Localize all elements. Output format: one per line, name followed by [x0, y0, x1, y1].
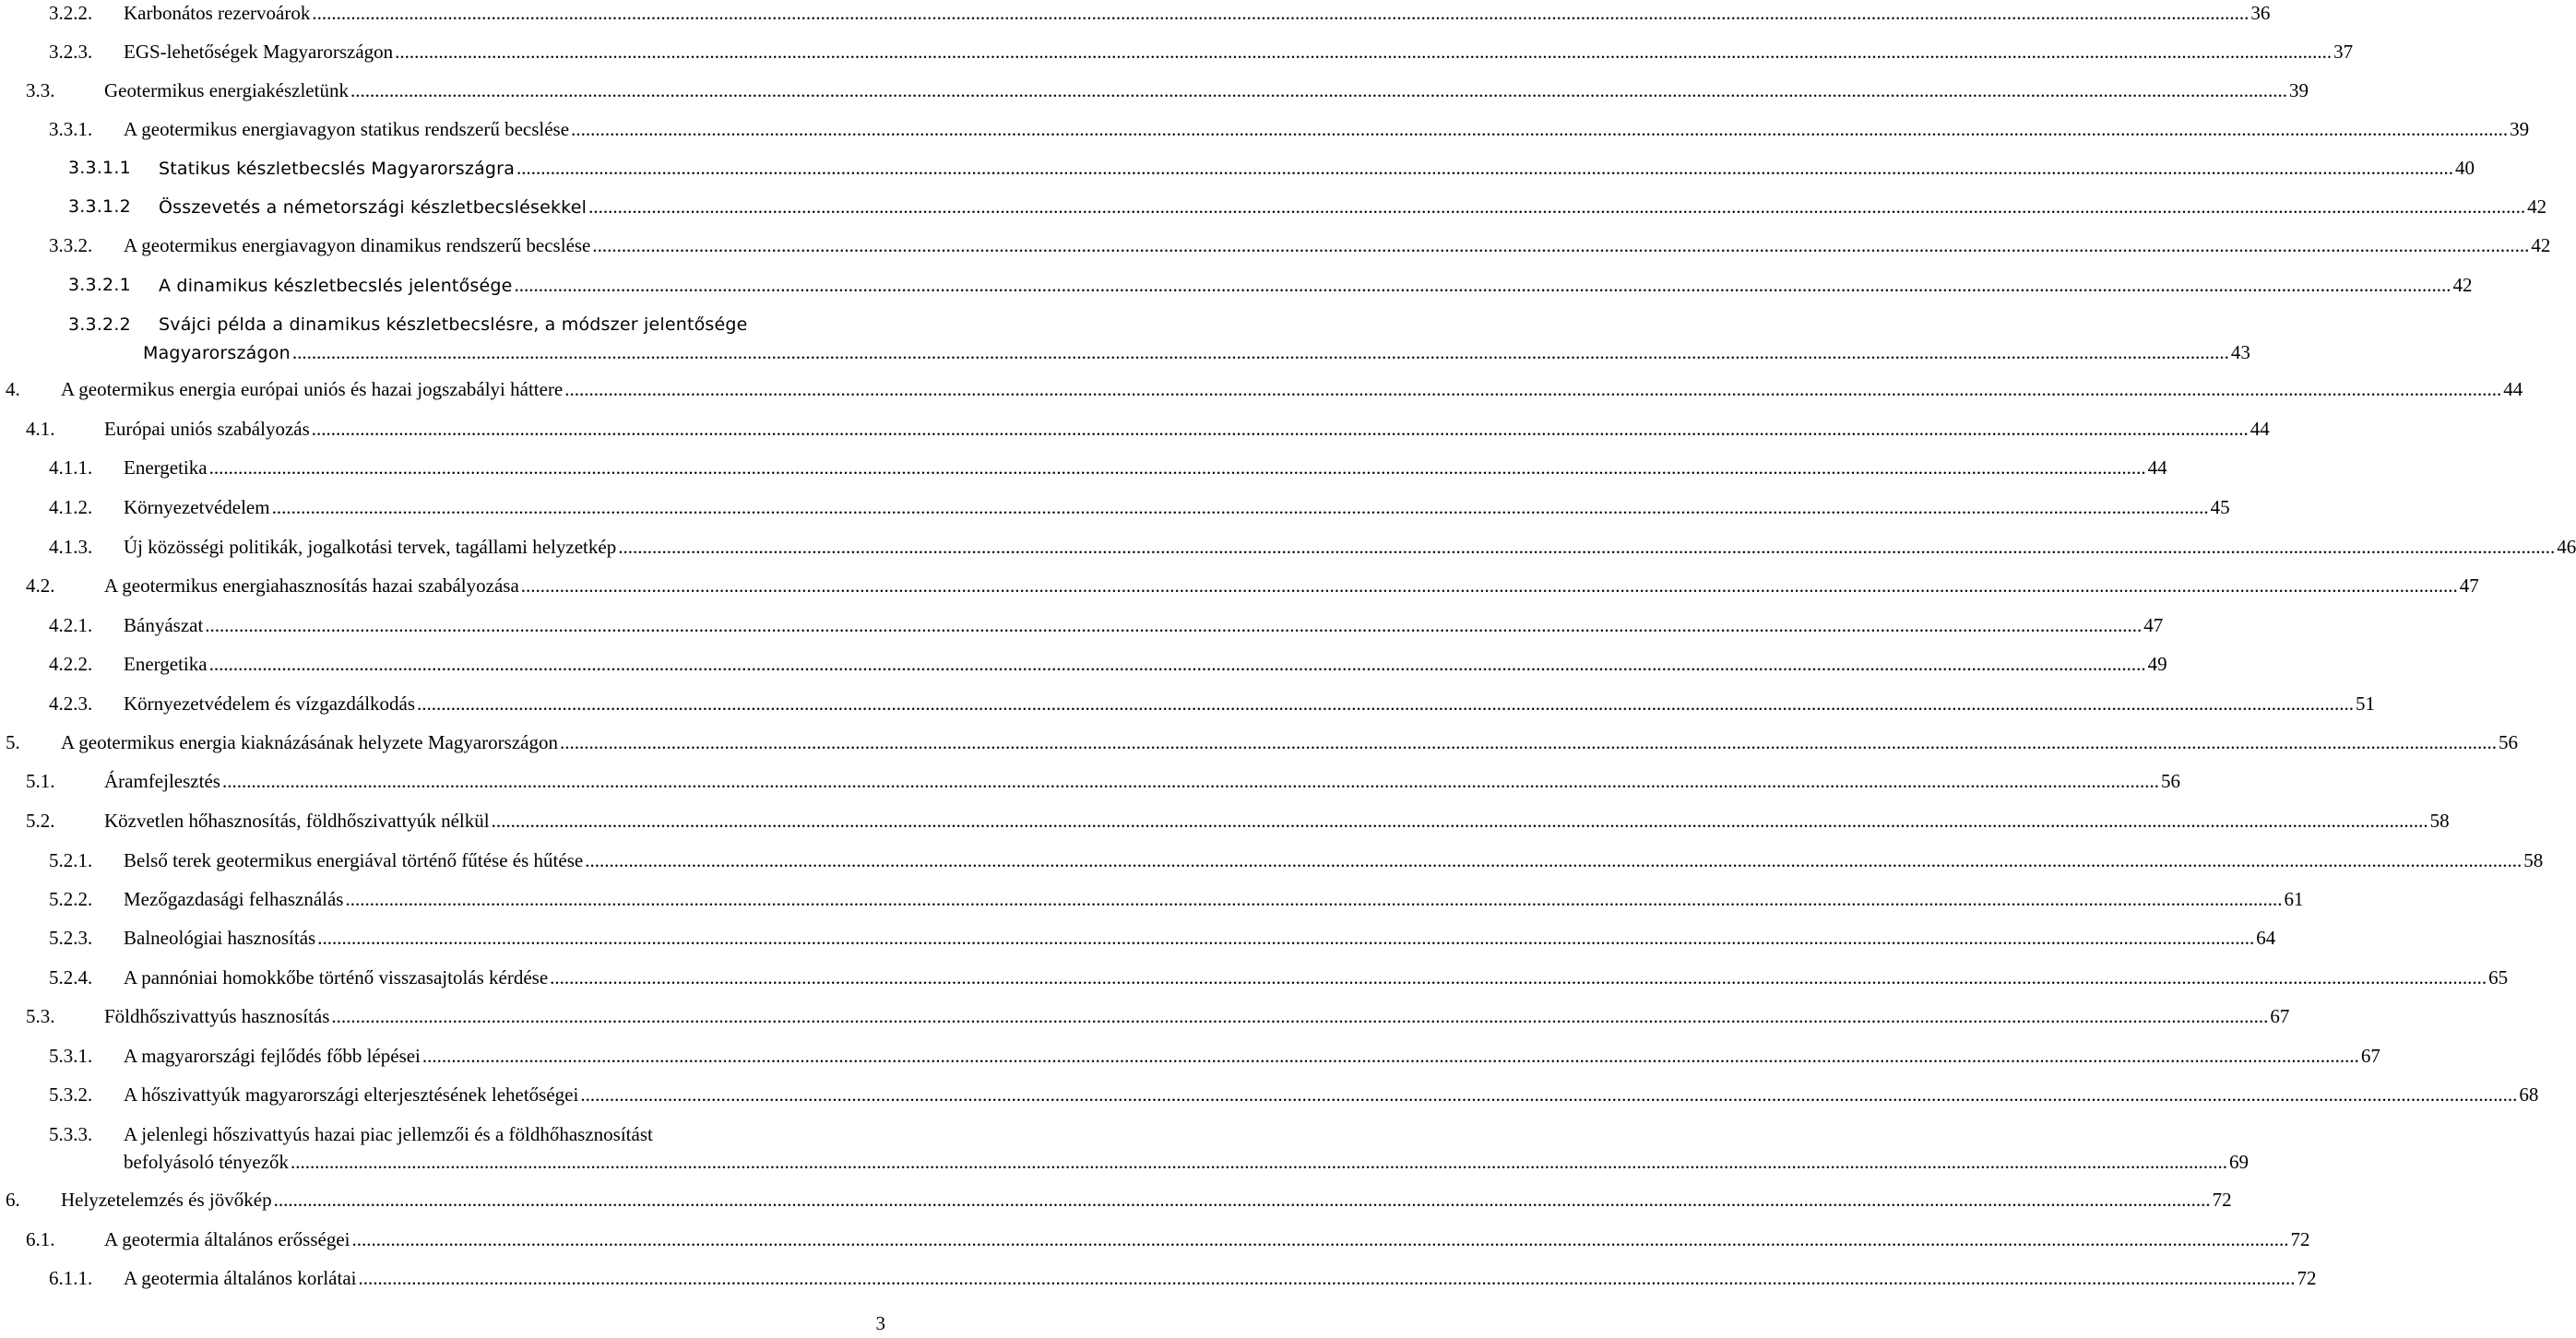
toc-entry-title: A geotermikus energia kiaknázásának helyzete Magyarországon [61, 731, 558, 753]
toc-entry-number: 6. [6, 1189, 20, 1211]
toc-entry-line [124, 1083, 2539, 1107]
toc-entry-line [124, 1150, 2250, 1174]
toc-entry-title: Balneológiai hasznosítás [124, 927, 316, 949]
toc-entry-page: 44 [2147, 456, 2167, 479]
toc-entry-line [124, 233, 2551, 257]
toc-dot-leader: ................................................................................................................................................................................................................................................................................................................................................................................................................ [271, 496, 2209, 518]
toc-entry-title: Mezőgazdasági felhasználás [124, 888, 344, 910]
toc-dot-leader: ................................................................................................................................................................................................................................................................................................................................................................................................................ [564, 378, 2502, 400]
toc-entry-page: 72 [2212, 1189, 2232, 1211]
toc-entry-number: 4.1. [26, 418, 55, 440]
toc-entry-number: 4.1.1. [49, 456, 93, 479]
toc-entry-title: A geotermikus energiavagyon statikus rendszerű becslése [124, 118, 570, 140]
toc-entry-line [124, 692, 2376, 716]
toc-entry-title: A geotermia általános korlátai [124, 1267, 357, 1289]
toc-entry-line [104, 417, 2270, 441]
toc-dot-leader: ................................................................................................................................................................................................................................................................................................................................................................................................................ [520, 574, 2458, 597]
toc-entry-page: 64 [2256, 927, 2276, 949]
toc-entry-number: 3.3.2. [49, 234, 93, 256]
toc-dot-leader: ................................................................................................................................................................................................................................................................................................................................................................................................................ [516, 157, 2454, 179]
toc-entry-title: Áramfejlesztés [104, 770, 220, 792]
toc-entry-line [104, 769, 2180, 793]
toc-entry-title: A geotermikus energiahasznosítás hazai szabályozása [104, 574, 519, 597]
toc-dot-leader: ................................................................................................................................................................................................................................................................................................................................................................................................................ [311, 418, 2249, 440]
toc-entry-title: Svájci példa a dinamikus készletbecslésre, a módszer jelentősége [159, 314, 748, 335]
page-number: 3 [875, 1312, 885, 1334]
toc-entry-page: 56 [2498, 731, 2518, 753]
toc-entry-title: A pannóniai homokkőbe történő visszasajtolás kérdése [124, 966, 549, 989]
toc-entry-number: 4.2.1. [49, 614, 93, 636]
toc-entry-number: 5.3. [26, 1005, 55, 1027]
toc-entry-title: A hőszivattyúk magyarországi elterjesztésének lehetőségei [124, 1083, 579, 1106]
toc-dot-leader: ................................................................................................................................................................................................................................................................................................................................................................................................................ [291, 341, 2229, 363]
toc-entry-title: A dinamikus készletbecslés jelentősége [159, 276, 513, 296]
toc-entry-number: 5.3.3. [49, 1123, 93, 1145]
toc-dot-leader: ................................................................................................................................................................................................................................................................................................................................................................................................................ [618, 536, 2556, 558]
toc-entry-line [104, 1227, 2310, 1251]
toc-entry-line [159, 313, 885, 337]
toc-entry-page: 37 [2333, 41, 2354, 63]
toc-dot-leader: ................................................................................................................................................................................................................................................................................................................................................................................................................ [514, 274, 2451, 296]
toc-dot-leader: ................................................................................................................................................................................................................................................................................................................................................................................................................ [571, 118, 2509, 140]
toc-entry-line [124, 1, 2271, 25]
toc-entry-line [159, 273, 2473, 297]
toc-entry-line [124, 535, 2576, 559]
toc-entry-title: Statikus készletbecslés Magyarországra [159, 159, 516, 179]
toc-dot-leader: ................................................................................................................................................................................................................................................................................................................................................................................................................ [273, 1189, 2211, 1211]
toc-entry-number: 5.1. [26, 770, 55, 792]
toc-entry-page: 44 [2250, 418, 2270, 440]
toc-entry-page: 45 [2210, 496, 2230, 518]
toc-entry-page: 44 [2503, 378, 2523, 400]
toc-entry-page: 56 [2160, 770, 2180, 792]
toc-dot-leader: ................................................................................................................................................................................................................................................................................................................................................................................................................ [592, 234, 2530, 256]
toc-dot-leader: ................................................................................................................................................................................................................................................................................................................................................................................................................ [417, 693, 2355, 715]
toc-entry-page: 58 [2523, 849, 2544, 871]
toc-entry-page: 49 [2147, 653, 2167, 675]
toc-entry-page: 67 [2360, 1045, 2380, 1067]
toc-dot-leader: ................................................................................................................................................................................................................................................................................................................................................................................................................ [331, 1005, 2269, 1027]
toc-dot-leader: ................................................................................................................................................................................................................................................................................................................................................................................................................ [588, 195, 2526, 218]
toc-dot-leader: ................................................................................................................................................................................................................................................................................................................................................................................................................ [351, 1228, 2289, 1250]
toc-entry-page: 68 [2519, 1083, 2539, 1106]
toc-entry-title: Környezetvédelem [124, 496, 270, 518]
toc-entry-page: 65 [2488, 966, 2509, 989]
toc-entry-line [124, 926, 2276, 950]
toc-entry-number: 3.3. [26, 79, 55, 101]
toc-entry-number: 5.2. [26, 810, 55, 832]
toc-dot-leader: ................................................................................................................................................................................................................................................................................................................................................................................................................ [358, 1267, 2296, 1289]
toc-entry-line [124, 1044, 2380, 1068]
toc-entry-page: 61 [2284, 888, 2304, 910]
toc-entry-number: 3.2.3. [49, 41, 93, 63]
toc-entry-number: 6.1.1. [49, 1267, 93, 1289]
toc-entry-line [61, 1188, 2232, 1212]
toc-entry-title: A geotermikus energia európai uniós és hazai jogszabályi háttere [61, 378, 564, 400]
toc-dot-leader: ................................................................................................................................................................................................................................................................................................................................................................................................................ [208, 456, 2146, 479]
toc-entry-number: 3.2.2. [49, 2, 93, 24]
toc-entry-line [159, 156, 2475, 180]
toc-entry-line [124, 40, 2354, 64]
toc-entry-title: Karbonátos rezervoárok [124, 2, 311, 24]
toc-entry-title: Földhőszivattyús hasznosítás [104, 1005, 330, 1027]
toc-entry-number: 5.2.2. [49, 888, 93, 910]
toc-entry-title: A geotermia általános erősségei [104, 1228, 350, 1250]
toc-entry-number: 5.2.3. [49, 927, 93, 949]
toc-entry-number: 3.3.1. [49, 118, 93, 140]
toc-entry-line [124, 848, 2544, 872]
toc-entry-line [124, 652, 2167, 676]
toc-dot-leader: ................................................................................................................................................................................................................................................................................................................................................................................................................ [421, 1045, 2359, 1067]
toc-entry-page: 42 [2531, 234, 2551, 256]
toc-entry-page: 58 [2429, 810, 2450, 832]
toc-entry-line [61, 377, 2523, 401]
toc-entry-page: 43 [2230, 341, 2250, 363]
toc-entry-number: 4.1.3. [49, 536, 93, 558]
toc-entry-page: 46 [2557, 536, 2576, 558]
toc-entry-number: 4.2.2. [49, 653, 93, 675]
toc-entry-line [124, 1122, 885, 1146]
toc-entry-title: A geotermikus energiavagyon dinamikus rendszerű becslése [124, 234, 591, 256]
toc-entry-line [104, 78, 2309, 102]
toc-entry-number: 3.3.1.1 [68, 158, 131, 178]
toc-entry-number: 3.3.2.2 [68, 314, 131, 335]
toc-entry-page: 42 [2527, 195, 2547, 218]
toc-entry-page: 39 [2510, 118, 2530, 140]
toc-entry-number: 5. [6, 731, 20, 753]
toc-entry-page: 51 [2356, 693, 2376, 715]
toc-entry-number: 5.2.4. [49, 966, 93, 989]
toc-entry-line [124, 887, 2304, 911]
toc-entry-line [124, 1266, 2317, 1290]
toc-entry-number: 4.2.3. [49, 693, 93, 715]
toc-dot-leader: ................................................................................................................................................................................................................................................................................................................................................................................................................ [350, 79, 2287, 101]
toc-entry-title: Környezetvédelem és vízgazdálkodás [124, 693, 416, 715]
toc-entry-title: Új közösségi politikák, jogalkotási tervek, tagállami helyzetkép [124, 536, 617, 558]
toc-dot-leader: ................................................................................................................................................................................................................................................................................................................................................................................................................ [317, 927, 2255, 949]
toc-entry-title: A magyarországi fejlődés főbb lépései [124, 1045, 421, 1067]
toc-dot-leader: ................................................................................................................................................................................................................................................................................................................................................................................................................ [208, 653, 2146, 675]
toc-dot-leader: ................................................................................................................................................................................................................................................................................................................................................................................................................ [559, 731, 2497, 753]
toc-dot-leader: ................................................................................................................................................................................................................................................................................................................................................................................................................ [395, 41, 2333, 63]
toc-entry-title: Geotermikus energiakészletünk [104, 79, 349, 101]
toc-entry-title: Európai uniós szabályozás [104, 418, 310, 440]
toc-entry-title: Közvetlen hőhasznosítás, földhőszivattyúk nélkül [104, 810, 490, 832]
toc-entry-number: 5.3.2. [49, 1083, 93, 1106]
toc-entry-page: 67 [2270, 1005, 2290, 1027]
toc-dot-leader: ................................................................................................................................................................................................................................................................................................................................................................................................................ [585, 849, 2523, 871]
toc-entry-line [124, 456, 2167, 480]
toc-entry-number: 6.1. [26, 1228, 55, 1250]
toc-entry-line [159, 195, 2547, 219]
toc-entry-title: A jelenlegi hőszivattyús hazai piac jellemzői és a földhőhasznosítást [124, 1123, 653, 1145]
toc-entry-page: 47 [2143, 614, 2164, 636]
toc-entry-title: Összevetés a németországi készletbecslésekkel [159, 197, 588, 218]
toc-entry-title: Magyarországon [143, 343, 291, 363]
toc-dot-leader: ................................................................................................................................................................................................................................................................................................................................................................................................................ [345, 888, 2283, 910]
toc-dot-leader: ................................................................................................................................................................................................................................................................................................................................................................................................................ [550, 966, 2487, 989]
toc-entry-line [104, 574, 2479, 598]
toc-dot-leader: ................................................................................................................................................................................................................................................................................................................................................................................................................ [491, 810, 2428, 832]
toc-entry-number: 4.2. [26, 574, 55, 597]
toc-dot-leader: ................................................................................................................................................................................................................................................................................................................................................................................................................ [291, 1151, 2228, 1173]
toc-dot-leader: ................................................................................................................................................................................................................................................................................................................................................................................................................ [312, 2, 2250, 24]
toc-entry-page: 36 [2250, 2, 2271, 24]
toc-entry-page: 42 [2452, 274, 2473, 296]
toc-entry-line [143, 340, 2250, 364]
toc-entry-page: 47 [2459, 574, 2479, 597]
toc-entry-line [104, 1004, 2290, 1028]
toc-entry-page: 72 [2290, 1228, 2310, 1250]
toc-entry-line [124, 495, 2230, 519]
toc-entry-line [61, 730, 2518, 754]
toc-entry-title: befolyásoló tényezők [124, 1151, 290, 1173]
toc-entry-page: 69 [2229, 1151, 2250, 1173]
toc-entry-title: Bányászat [124, 614, 204, 636]
toc-entry-number: 5.2.1. [49, 849, 93, 871]
toc-entry-title: EGS-lehetőségek Magyarországon [124, 41, 394, 63]
toc-entry-page: 72 [2297, 1267, 2317, 1289]
toc-entry-title: Helyzetelemzés és jövőkép [61, 1189, 272, 1211]
toc-entry-title: Belső terek geotermikus energiával történő fűtése és hűtése [124, 849, 584, 871]
toc-dot-leader: ................................................................................................................................................................................................................................................................................................................................................................................................................ [580, 1083, 2518, 1106]
toc-entry-title: Energetika [124, 653, 208, 675]
toc-entry-line [124, 965, 2509, 989]
toc-entry-number: 5.3.1. [49, 1045, 93, 1067]
toc-dot-leader: ................................................................................................................................................................................................................................................................................................................................................................................................................ [221, 770, 2159, 792]
toc-entry-number: 3.3.2.1 [68, 275, 131, 295]
toc-dot-leader: ................................................................................................................................................................................................................................................................................................................................................................................................................ [205, 614, 2143, 636]
toc-entry-page: 39 [2288, 79, 2309, 101]
toc-entry-line [124, 613, 2164, 637]
toc-entry-title: Energetika [124, 456, 208, 479]
toc-entry-number: 3.3.1.2 [68, 196, 131, 217]
toc-entry-number: 4.1.2. [49, 496, 93, 518]
toc-entry-number: 4. [6, 378, 20, 400]
toc-entry-line [104, 809, 2450, 833]
toc-entry-page: 40 [2455, 157, 2475, 179]
toc-entry-line [124, 117, 2530, 141]
